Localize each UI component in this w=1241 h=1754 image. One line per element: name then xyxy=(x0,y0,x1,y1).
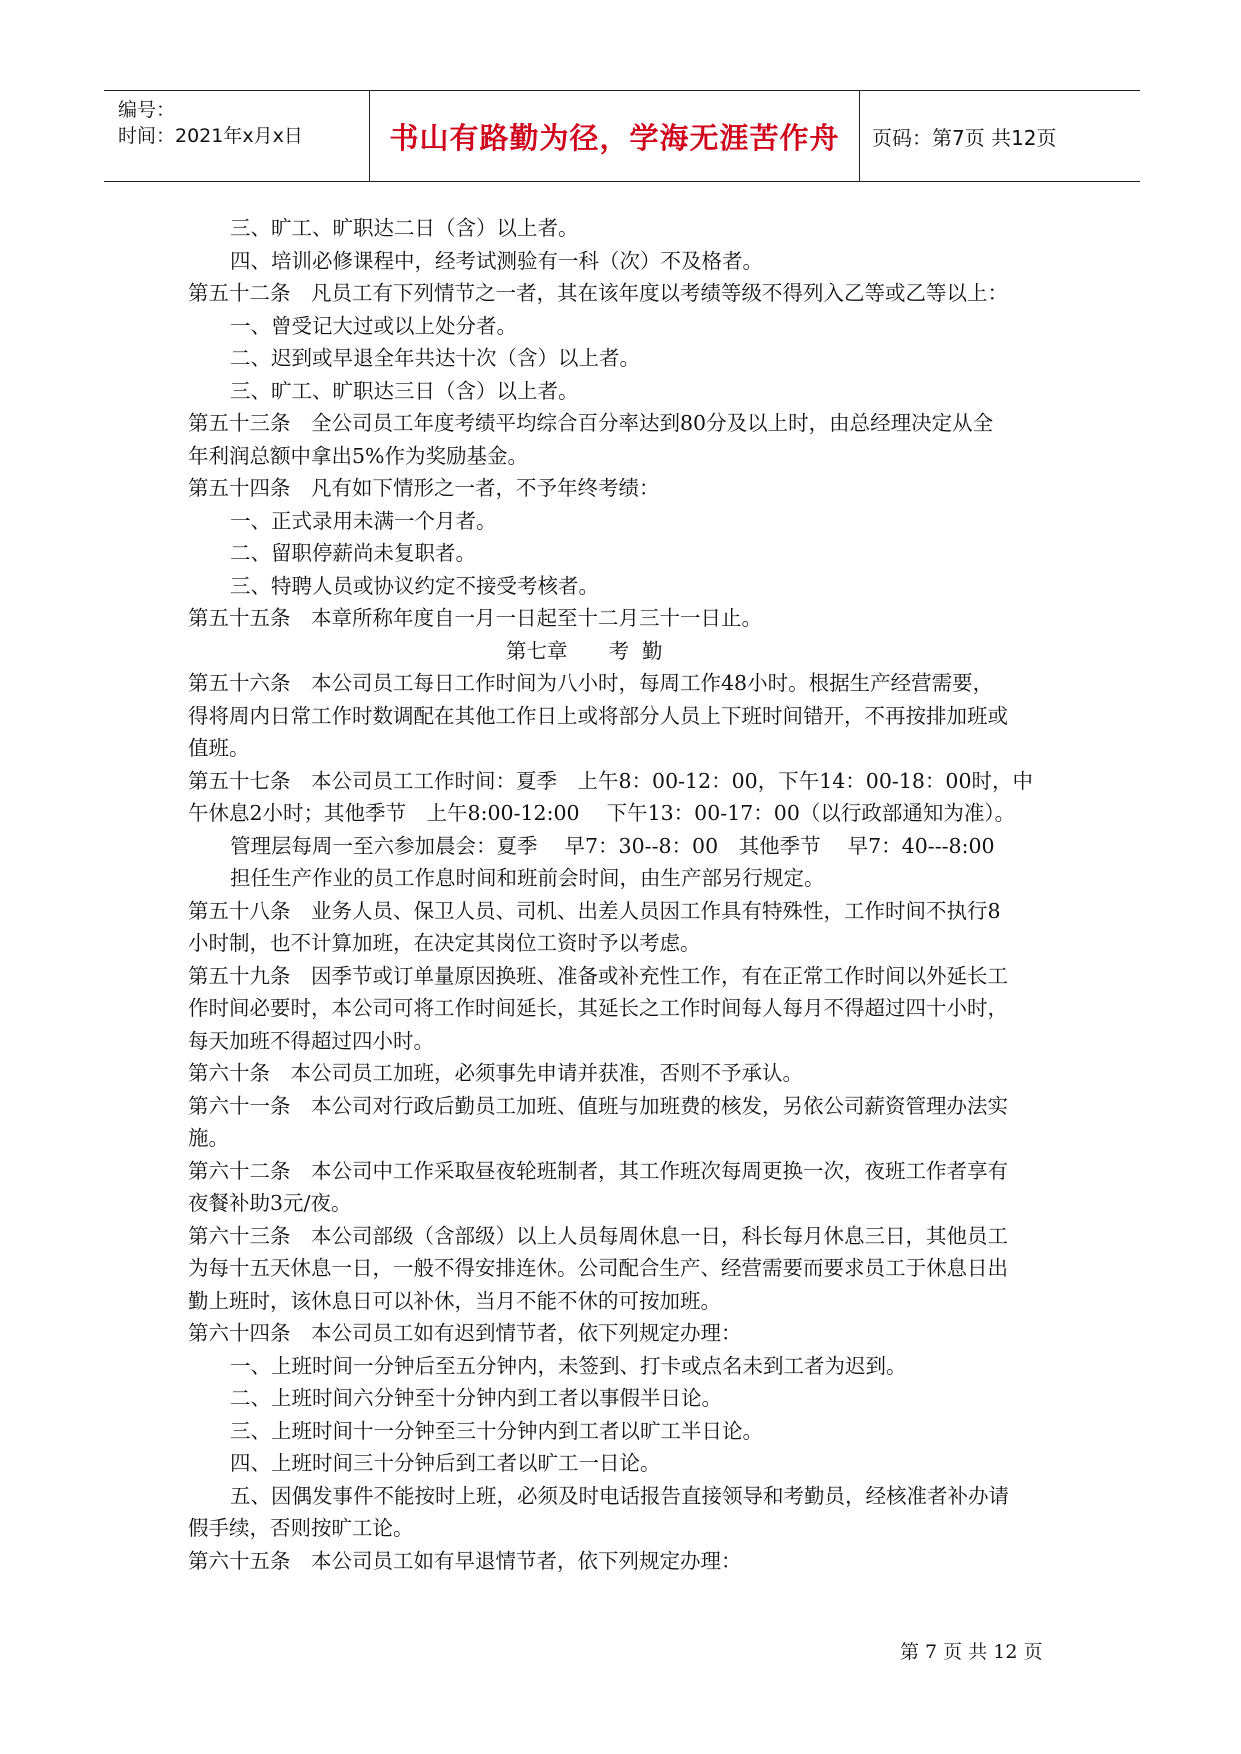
body-line: 小时制，也不计算加班，在决定其岗位工资时予以考虑。 xyxy=(188,931,701,955)
body-line: 一、曾受记大过或以上处分者。 xyxy=(230,313,517,338)
body-line: 每天加班不得超过四小时。 xyxy=(188,1028,434,1053)
header-motto: 书山有路勤为径，学海无涯苦作舟 xyxy=(370,91,860,181)
body-line: 第五十七条 本公司员工工作时间：夏季 上午8：00-12：00，下午14：00-18：00时，中 xyxy=(188,768,1033,793)
body-line: 勤上班时，该休息日可以补休，当月不能不休的可按加班。 xyxy=(188,1288,721,1313)
body-line: 三、特聘人员或协议约定不接受考核者。 xyxy=(230,573,599,598)
body-line: 五、因偶发事件不能按时上班，必须及时电话报告直接领导和考勤员，经核准者补办请 xyxy=(230,1483,1009,1508)
header-meta-cell xyxy=(104,91,370,181)
body-line: 第六十四条 本公司员工如有迟到情节者，依下列规定办理： xyxy=(188,1321,742,1345)
body-line: 三、上班时间十一分钟至三十分钟内到工者以旷工半日论。 xyxy=(230,1418,763,1443)
body-line: 夜餐补助3元/夜。 xyxy=(188,1191,352,1215)
body-line: 三、旷工、旷职达二日（含）以上者。 xyxy=(230,216,579,240)
chapter-heading: 第七章 考 勤 xyxy=(506,638,663,663)
body-line: 午休息2小时；其他季节 上午8:00-12:00 下午13：00-17：00（以行政部通知为准）。 xyxy=(188,801,1016,825)
body-line: 第五十六条 本公司员工每日工作时间为八小时，每周工作48小时。根据生产经营需要， xyxy=(188,671,994,695)
body-line: 第五十五条 本章所称年度自一月一日起至十二月三十一日止。 xyxy=(188,606,762,630)
body-line: 作时间必要时，本公司可将工作时间延长，其延长之工作时间每人每月不得超过四十小时， xyxy=(188,996,1008,1020)
body-line: 第五十三条 全公司员工年度考绩平均综合百分率达到80分及以上时，由总经理决定从全 xyxy=(188,411,994,435)
body-line: 第六十三条 本公司部级（含部级）以上人员每周休息一日，科长每月休息三日，其他员工 xyxy=(188,1223,1008,1248)
document-code-label: 编号： xyxy=(118,99,176,121)
body-line: 年利润总额中拿出5%作为奖励基金。 xyxy=(188,443,529,468)
body-line: 为每十五天休息一日，一般不得安排连休。公司配合生产、经营需要而要求员工于休息日出 xyxy=(188,1256,1008,1280)
body-line: 第六十一条 本公司对行政后勤员工加班、值班与加班费的核发，另依公司薪资管理办法实 xyxy=(188,1093,1008,1118)
body-line: 一、正式录用未满一个月者。 xyxy=(230,508,497,533)
body-line: 施。 xyxy=(188,1126,229,1150)
body-line: 第六十五条 本公司员工如有早退情节者，依下列规定办理： xyxy=(188,1548,742,1573)
body-line: 三、旷工、旷职达三日（含）以上者。 xyxy=(230,378,579,403)
body-line: 二、上班时间六分钟至十分钟内到工者以事假半日论。 xyxy=(230,1386,722,1410)
header-page-number: 页码：第7页 共12页 xyxy=(872,125,1057,150)
body-line: 四、上班时间三十分钟后到工者以旷工一日论。 xyxy=(230,1451,661,1475)
page-header xyxy=(104,90,1140,182)
body-line: 第六十二条 本公司中工作采取昼夜轮班制者，其工作班次每周更换一次，夜班工作者享有 xyxy=(188,1158,1008,1183)
body-line: 二、留职停薪尚未复职者。 xyxy=(230,541,476,565)
body-line: 值班。 xyxy=(188,736,250,760)
body-line: 第五十九条 因季节或订单量原因换班、准备或补充性工作，有在正常工作时间以外延长工 xyxy=(188,963,1008,988)
body-line: 第五十二条 凡员工有下列情节之一者，其在该年度以考绩等级不得列入乙等或乙等以上： xyxy=(188,281,1008,305)
document-date: 时间：2021年x月x日 xyxy=(118,125,303,147)
document-body xyxy=(188,212,1068,1577)
page-footer: 第 7 页 共 12 页 xyxy=(900,1641,1043,1663)
body-line: 二、迟到或早退全年共达十次（含）以上者。 xyxy=(230,346,640,370)
body-line: 第五十四条 凡有如下情形之一者，不予年终考绩： xyxy=(188,476,660,500)
body-line: 管理层每周一至六参加晨会：夏季 早7：30--8：00 其他季节 早7：40---8:00 xyxy=(230,833,995,858)
body-line: 四、培训必修课程中，经考试测验有一科（次）不及格者。 xyxy=(230,248,763,273)
body-line: 担任生产作业的员工作息时间和班前会时间，由生产部另行规定。 xyxy=(230,866,825,890)
body-line: 假手续，否则按旷工论。 xyxy=(188,1516,414,1540)
body-line: 一、上班时间一分钟后至五分钟内，未签到、打卡或点名未到工者为迟到。 xyxy=(230,1353,907,1378)
body-line: 第五十八条 业务人员、保卫人员、司机、出差人员因工作具有特殊性，工作时间不执行8 xyxy=(188,898,1001,923)
body-line: 第六十条 本公司员工加班，必须事先申请并获准，否则不予承认。 xyxy=(188,1061,803,1085)
body-line: 得将周内日常工作时数调配在其他工作日上或将部分人员上下班时间错开，不再按排加班或 xyxy=(188,703,1008,728)
